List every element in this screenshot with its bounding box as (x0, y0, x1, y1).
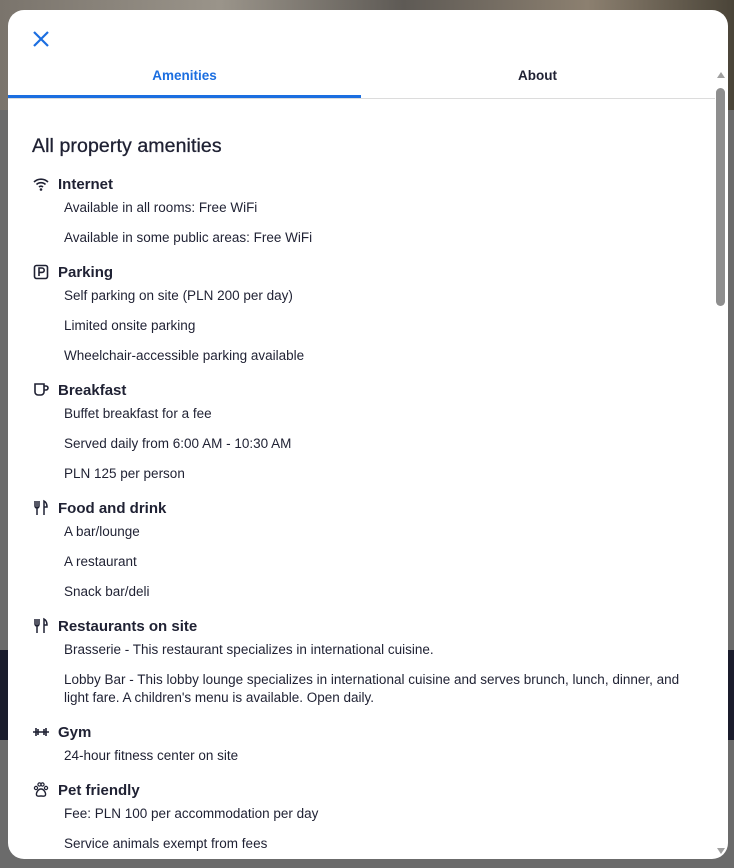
tab-bar (8, 56, 715, 99)
fork-knife-icon (32, 499, 50, 517)
amenity-section (32, 780, 692, 859)
amenities-content (32, 134, 692, 868)
amenity-item: Self parking on site (PLN 200 per day) (64, 288, 293, 303)
scrollbar-thumb[interactable] (716, 88, 725, 306)
section-heading (32, 262, 692, 282)
close-icon[interactable] (30, 28, 52, 50)
amenity-item: Available in all rooms: Free WiFi (64, 200, 258, 215)
section-heading-text: Gym (58, 723, 92, 741)
amenity-section (32, 498, 692, 607)
section-heading (32, 380, 692, 400)
tab-amenities[interactable]: Amenities (8, 56, 361, 98)
section-heading (32, 498, 692, 518)
section-heading-text: Breakfast (58, 381, 127, 399)
amenities-dialog (8, 10, 728, 859)
section-heading (32, 780, 692, 800)
amenity-item: A bar/lounge (64, 524, 140, 539)
scroll-up-arrow[interactable] (717, 72, 725, 78)
amenity-item: Snack bar/deli (64, 584, 150, 599)
section-heading-text: Internet (58, 175, 114, 193)
section-heading-text: Restaurants on site (58, 617, 198, 635)
amenity-item: PLN 125 per person (64, 466, 185, 481)
amenity-item: Limited onsite parking (64, 318, 196, 333)
page-title: All property amenities (32, 135, 222, 157)
amenity-section (32, 262, 692, 371)
section-heading (32, 174, 692, 194)
amenity-section (32, 616, 692, 713)
fork-knife-icon (32, 617, 50, 635)
section-heading-text: Pet friendly (58, 781, 140, 799)
section-heading (32, 722, 692, 742)
amenity-item: A restaurant (64, 554, 137, 569)
coffee-cup-icon (32, 381, 50, 399)
amenity-item: Service animals exempt from fees (64, 836, 268, 851)
wifi-icon (32, 175, 50, 193)
amenity-item: Served daily from 6:00 AM - 10:30 AM (64, 436, 292, 451)
amenity-section (32, 174, 692, 253)
amenity-section (32, 380, 692, 489)
section-heading-text: Parking (58, 263, 114, 281)
tab-about[interactable]: About (518, 68, 557, 83)
scrollbar[interactable] (715, 70, 728, 856)
section-heading-text: Food and drink (58, 499, 167, 517)
parking-icon (32, 263, 50, 281)
amenity-item: Buffet breakfast for a fee (64, 406, 212, 421)
dumbbell-icon (32, 723, 50, 741)
amenity-item: Brasserie - This restaurant specializes in international cuisine. (64, 642, 434, 657)
amenity-item: Lobby Bar - This lobby lounge specializes in international cuisine and serves brunch, lunch, dinner, and light fare. A children's menu is available. Open daily. (64, 672, 680, 705)
amenity-item: Available in some public areas: Free WiFi (64, 230, 313, 245)
scroll-down-arrow[interactable] (717, 848, 725, 854)
paw-icon (32, 781, 50, 799)
amenity-item: 24-hour fitness center on site (64, 748, 239, 763)
amenity-section (32, 722, 692, 771)
amenity-item: Fee: PLN 100 per accommodation per day (64, 806, 319, 821)
section-heading (32, 616, 692, 636)
amenity-item: Wheelchair-accessible parking available (64, 348, 305, 363)
